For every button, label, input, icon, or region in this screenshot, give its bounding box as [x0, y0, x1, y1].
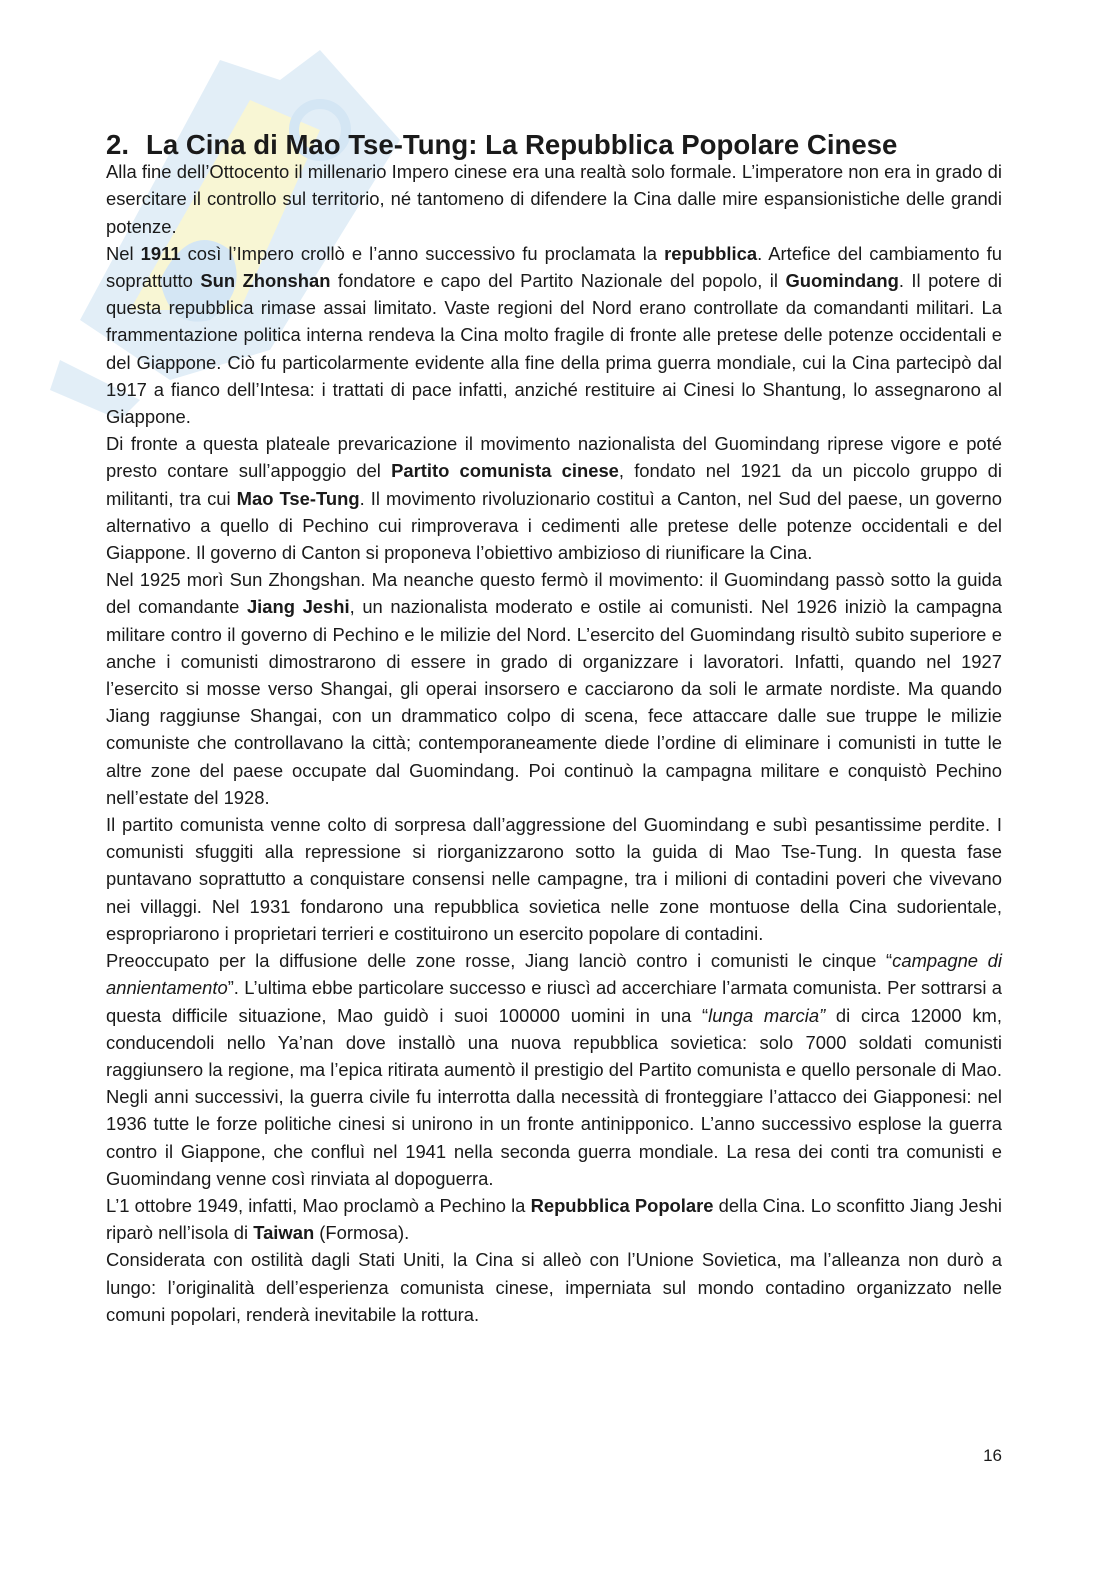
paragraph — [106, 1192, 1002, 1246]
text-run: . Il potere di questa repubblica rimase assai limitato. Vaste regioni del Nord erano controllate da comandanti militari. La frammentazione politica interna rendeva la Cina molto fragile di fronte alle pretese delle potenze occidentali e del Giappone. Ciò fu particolarmente evidente alla fine della prima guerra mondiale, cui la Cina partecipò dal 1917 a fianco dell’Intesa: i trattati di pace infatti, anziché restituire ai Cinesi lo Shantung, lo assegnarono al Giappone. — [106, 270, 1003, 428]
text-run: , fondato nel 1921 da un piccolo gruppo di militanti, tra cui — [106, 460, 1002, 509]
text-run: Nel 1925 morì Sun Zhongshan. Ma neanche questo fermò il movimento: il Guomindang passò sotto la guida del comandante — [106, 569, 1002, 618]
bold-text: Jiang Jeshi — [246, 596, 350, 618]
text-run: Nel — [106, 242, 141, 264]
document-body — [106, 131, 1002, 1328]
text-run: della Cina. Lo sconfitto Jiang Jeshi riparò nell’isola di — [106, 1194, 1002, 1244]
italic-text: campagne di annientamento — [106, 950, 1002, 999]
text-run: così l’Impero crollò e l’anno successivo fu proclamata la — [180, 242, 665, 264]
bold-text: Taiwan — [253, 1222, 315, 1244]
bold-text: Mao Tse-Tung — [236, 487, 360, 509]
text-run: Considerata con ostilità dagli Stati Uniti, la Cina si alleò con l’Unione Sovietica, ma l’alleanza non durò a lungo: l’originalità dell’esperienza comunista cinese, imperniata sul mondo contadino organizzato nelle comuni popolari, renderà inevitabile la rottura. — [106, 1249, 1002, 1325]
text-run: di circa 12000 km, conducendoli nello Ya’nan dove installò una nuova repubblica sovietica: solo 7000 soldati comunisti raggiunsero la regione, ma l’epica ritirata aumentò il prestigio del Partito comunista e quello personale di Mao. Negli anni successivi, la guerra civile fu interrotta dalla necessità di fronteggiare l’attacco dei Giapponesi: nel 1936 tutte le forze politiche cinesi si unirono in un fronte antinipponico. L’anno successivo esplose la guerra contro il Giappone, che confluì nel 1941 nella seconda guerra mondiale. La resa dei conti tra comunisti e Guomindang venne così rinviata al dopoguerra. — [106, 1004, 1002, 1189]
bold-text: Repubblica Popolare — [530, 1194, 714, 1216]
text-run: Alla fine dell’Ottocento il millenario Impero cinese era una realtà solo formale. L’imperatore non era in grado di esercitare il controllo sul territorio, né tantomeno di difendere la Cina dalle mire espansionistiche delle grandi potenze. — [106, 161, 1002, 237]
section-number: 2. — [106, 129, 129, 160]
bold-text: Partito comunista cinese — [391, 460, 619, 482]
bold-text: Guomindang — [785, 270, 899, 292]
text-run: ”. L’ultima ebbe particolare successo e riuscì ad accerchiare l’armata comunista. Per sottrarsi a questa difficile situazione, Mao guidò i suoi 100000 uomini in una “ — [106, 977, 1002, 1026]
text-run: (Formosa). — [314, 1222, 410, 1244]
text-run: . Artefice del cambiamento fu soprattutto — [106, 242, 1002, 292]
bold-text: repubblica — [664, 242, 758, 264]
text-run: L’1 ottobre 1949, infatti, Mao proclamò a Pechino la — [106, 1194, 531, 1216]
paragraph — [106, 240, 1002, 430]
section-heading — [106, 131, 1002, 158]
paragraph — [106, 1246, 1002, 1328]
bold-text: Sun Zhonshan — [200, 270, 331, 292]
text-run: , un nazionalista moderato e ostile ai comunisti. Nel 1926 iniziò la campagna militare contro il governo di Pechino e le milizie del Nord. L’esercito del Guomindang risultò subito superiore e anche i comunisti dimostrarono di essere in grado di organizzare i lavoratori. Infatti, quando nel 1927 l’esercito si mosse verso Shangai, gli operai insorsero e cacciarono da soli le armate nordiste. Ma quando Jiang raggiunse Shangai, con un drammatico colpo di scena, fece attaccare dalle sue truppe le milizie comuniste che controllavano la città; contemporaneamente diede l’ordine di eliminare i comunisti in tutte le altre zone del paese occupate dal Guomindang. Poi continuò la campagna militare e conquistò Pechino nell’estate del 1928. — [106, 596, 1002, 808]
paragraph — [106, 430, 1002, 566]
paragraph — [106, 566, 1002, 811]
paragraph — [106, 158, 1002, 240]
text-run: Preoccupato per la diffusione delle zone rosse, Jiang lanciò contro i comunisti le cinque “ — [106, 950, 893, 972]
text-run: Il partito comunista venne colto di sorpresa dall’aggressione del Guomindang e subì pesantissime perdite. I comunisti sfuggiti alla repressione si riorganizzarono sotto la guida di Mao Tse-Tung. In questa fase puntavano soprattutto a conquistare consensi nelle campagne, tra i milioni di contadini poveri che vivevano nei villaggi. Nel 1931 fondarono una repubblica sovietica nelle zone montuose della Cina sudorientale, espropriarono i proprietari terrieri e costituirono un esercito popolare di contadini. — [106, 814, 1002, 944]
paragraph — [106, 811, 1002, 947]
page-number: 16 — [983, 1446, 1002, 1465]
section-title: La Cina di Mao Tse-Tung: La Repubblica Popolare Cinese — [146, 129, 898, 160]
text-run: Di fronte a questa plateale prevaricazione il movimento nazionalista del Guomindang riprese vigore e poté presto contare sull’appoggio del — [106, 433, 1002, 482]
paragraph-list — [106, 158, 1002, 1328]
paragraph — [106, 947, 1002, 1192]
italic-text: lunga marcia” — [708, 1004, 826, 1026]
text-run: fondatore e capo del Partito Nazionale del popolo, il — [330, 270, 786, 292]
text-run: . Il movimento rivoluzionario costituì a Canton, nel Sud del paese, un governo alternativo a quello di Pechino cui rimproverava i cedimenti alle pretese delle potenze occidentali e del Giappone. Il governo di Canton si proponeva l’obiettivo ambizioso di riunificare la Cina. — [106, 487, 1002, 564]
bold-text: 1911 — [140, 242, 181, 264]
